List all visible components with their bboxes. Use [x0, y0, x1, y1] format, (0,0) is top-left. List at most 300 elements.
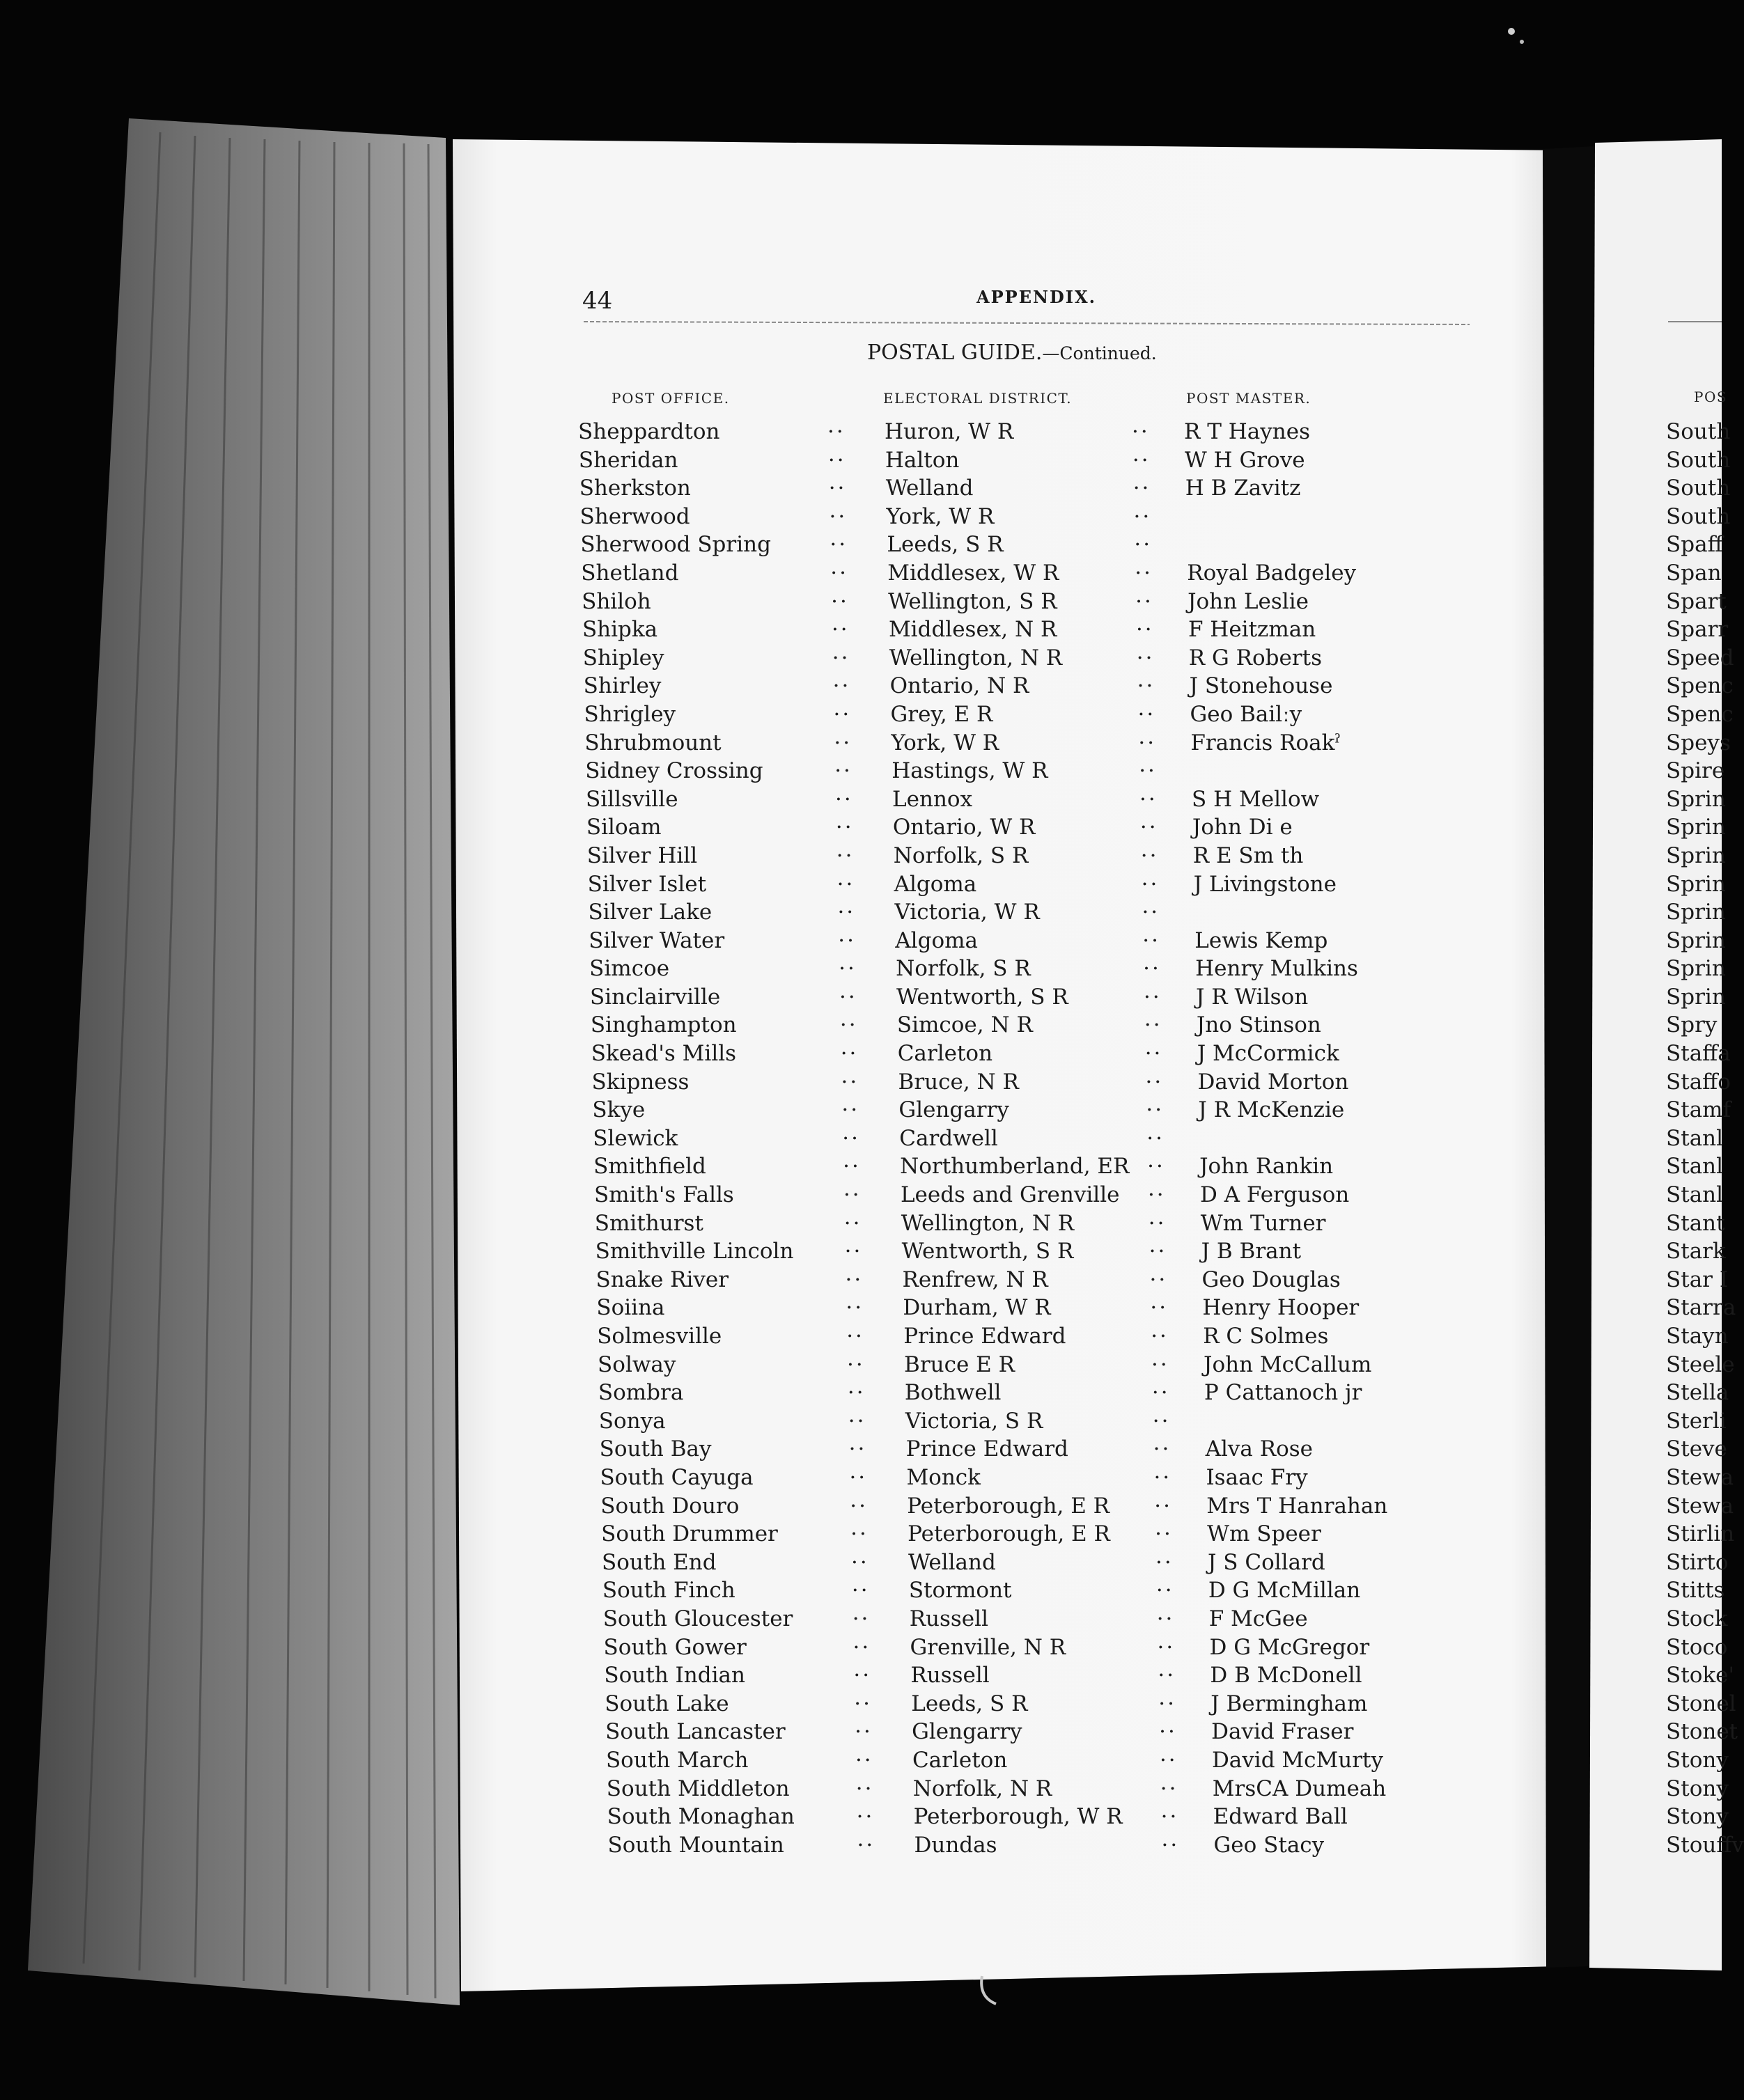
post-office-cell: Solway — [598, 1351, 676, 1377]
post-master-cell: H B Zavitz — [1185, 476, 1301, 501]
leader-dots: ·· — [853, 1663, 872, 1688]
right-page-entry: Stirlin — [1666, 1521, 1735, 1547]
leader-dots: ·· — [846, 1295, 864, 1321]
post-office-cell: Shirley — [583, 673, 662, 699]
electoral-district-cell: Grenville, N R — [910, 1634, 1066, 1660]
table-row — [595, 1209, 1451, 1238]
post-master-cell: D B McDonell — [1210, 1663, 1362, 1688]
post-office-cell: Shetland — [581, 560, 679, 586]
table-row — [595, 1237, 1452, 1266]
table-row — [581, 559, 1438, 588]
right-page-entry: Stanl — [1666, 1182, 1724, 1208]
post-office-cell: Silver Hill — [586, 843, 698, 868]
post-office-cell: Smith's Falls — [593, 1182, 734, 1208]
post-master-cell: J Bermingham — [1210, 1691, 1368, 1716]
electoral-district-cell: Dundas — [914, 1832, 997, 1858]
right-page-entry: South — [1666, 447, 1731, 473]
page-number: 44 — [582, 287, 613, 315]
table-row — [602, 1549, 1458, 1577]
leader-dots: ·· — [828, 476, 847, 501]
post-office-cell: Sonya — [598, 1408, 666, 1434]
right-page-entry: Span — [1666, 560, 1722, 586]
leader-dots: ·· — [838, 927, 857, 953]
right-page-entry: Spenc — [1666, 701, 1734, 727]
table-row — [589, 927, 1445, 955]
leader-dots: ·· — [843, 1154, 861, 1180]
post-master-cell: Geo Bailːy — [1190, 701, 1302, 727]
right-page-entry: Sparr — [1666, 617, 1729, 643]
electoral-district-cell: Peterborough, E R — [907, 1493, 1110, 1519]
table-row — [593, 1152, 1450, 1181]
electoral-district-cell: Cardwell — [899, 1125, 998, 1151]
electoral-district-cell: Norfolk, S R — [896, 956, 1031, 982]
right-page-entry: Stirto — [1666, 1549, 1729, 1575]
electoral-district-cell: Carleton — [912, 1747, 1008, 1773]
post-master-cell: J B Brant — [1201, 1239, 1302, 1264]
right-page-entry: Sprin — [1666, 984, 1726, 1010]
post-office-cell: Shrubmount — [584, 730, 722, 755]
leader-dots: ·· — [1136, 645, 1155, 671]
leader-dots: ·· — [1152, 1408, 1171, 1434]
electoral-district-cell: Russell — [910, 1663, 990, 1688]
post-office-cell: Sherwood Spring — [580, 532, 771, 558]
post-master-cell: F McGee — [1208, 1606, 1308, 1631]
post-office-cell: Smithfield — [593, 1154, 706, 1180]
post-office-cell: Singhampton — [590, 1012, 737, 1038]
leader-dots: ·· — [839, 956, 857, 982]
leader-dots: ·· — [1140, 843, 1159, 868]
right-page-entry: Sprin — [1666, 956, 1726, 982]
right-page-entry: Spry — [1666, 1012, 1718, 1038]
postal-guide-table — [578, 418, 1435, 1859]
right-page-entry: Sprin — [1666, 871, 1726, 897]
right-page-entry: Stella — [1666, 1380, 1729, 1406]
leader-dots: ·· — [841, 1069, 859, 1095]
post-master-cell: Royal Badgeley — [1187, 560, 1357, 586]
post-office-cell: South Drummer — [601, 1521, 778, 1547]
post-office-cell: Snake River — [595, 1267, 729, 1292]
gutter-shadow — [1543, 146, 1595, 1968]
leader-dots: ·· — [839, 984, 857, 1010]
right-page-entry: Steele — [1666, 1351, 1735, 1377]
leader-dots: ·· — [1137, 701, 1156, 727]
electoral-district-cell: Russell — [909, 1606, 988, 1631]
table-row — [587, 842, 1444, 870]
leader-dots: ·· — [1144, 1012, 1162, 1038]
section-title-suffix: —Continued. — [1042, 343, 1157, 363]
table-row — [605, 1718, 1462, 1746]
right-page-entry: Steve — [1666, 1436, 1727, 1462]
post-office-cell: South Douro — [600, 1493, 740, 1519]
electoral-district-cell: Ontario, W R — [892, 815, 1036, 840]
table-row — [592, 1096, 1449, 1125]
electoral-district-cell: Leeds, S R — [887, 532, 1004, 558]
post-office-cell: Shipley — [582, 645, 664, 671]
post-master-cell: David Morton — [1197, 1069, 1349, 1095]
leader-dots: ·· — [1157, 1634, 1176, 1660]
post-office-cell: South Mountain — [607, 1832, 784, 1858]
electoral-district-cell: Middlesex, W R — [887, 560, 1059, 586]
post-master-cell: David McMurty — [1211, 1747, 1383, 1773]
table-row — [585, 757, 1442, 785]
post-office-cell: Sheridan — [578, 447, 678, 473]
right-page-entry: Stouffv — [1666, 1832, 1744, 1858]
electoral-district-cell: Northumberland, ER — [900, 1154, 1130, 1180]
right-page-entry: Starra — [1666, 1295, 1736, 1321]
electoral-district-cell: Peterborough, W R — [913, 1804, 1123, 1830]
table-row — [607, 1803, 1464, 1831]
table-row — [598, 1351, 1454, 1379]
leader-dots: ·· — [1144, 984, 1162, 1010]
right-page-entry: Stock — [1666, 1606, 1728, 1631]
leader-dots: ·· — [1160, 1804, 1179, 1830]
post-office-cell: Smithville Lincoln — [595, 1239, 794, 1264]
leader-dots: ·· — [1135, 617, 1154, 643]
electoral-district-cell: Prince Edward — [903, 1324, 1066, 1349]
post-office-cell: Sillsville — [586, 786, 678, 812]
post-master-cell: MrsCA Dumeah — [1212, 1776, 1387, 1801]
post-master-cell: Alva Rose — [1205, 1436, 1314, 1462]
post-master-cell: Mrs T Hanrahan — [1206, 1493, 1388, 1519]
table-row — [604, 1633, 1461, 1662]
right-page-entry: Stitts — [1666, 1578, 1725, 1604]
leader-dots: ·· — [1153, 1436, 1171, 1462]
leader-dots: ·· — [832, 645, 850, 671]
table-row — [600, 1464, 1456, 1492]
post-master-cell: J McCormick — [1197, 1041, 1339, 1067]
electoral-district-cell: Huron, W R — [885, 419, 1014, 444]
electoral-district-cell: Algoma — [895, 927, 978, 953]
post-master-cell: Edward Ball — [1213, 1804, 1348, 1830]
electoral-district-cell: York, W R — [886, 503, 995, 529]
table-row — [586, 813, 1443, 842]
leader-dots: ·· — [836, 843, 855, 868]
right-page-entry: Sprin — [1666, 900, 1726, 925]
right-page-entry: Spart — [1666, 588, 1727, 614]
leader-dots: ·· — [1158, 1691, 1176, 1716]
electoral-district-cell: Algoma — [894, 871, 977, 897]
leader-dots: ·· — [840, 1041, 859, 1067]
right-page-entry: Stewa — [1666, 1464, 1734, 1490]
leader-dots: ·· — [850, 1521, 869, 1547]
table-row — [590, 983, 1447, 1012]
leader-dots: ·· — [1134, 532, 1153, 558]
post-office-cell: Sherwood — [579, 503, 690, 529]
post-office-cell: Silver Islet — [587, 871, 707, 897]
leader-dots: ·· — [836, 871, 855, 897]
table-row — [600, 1492, 1457, 1521]
right-page-entry: Stony — [1666, 1776, 1729, 1801]
post-master-cell: D A Ferguson — [1199, 1182, 1350, 1208]
table-row — [583, 644, 1440, 673]
electoral-district-cell: Grey, E R — [890, 701, 993, 727]
table-row — [601, 1520, 1458, 1549]
leader-dots: ·· — [839, 1012, 858, 1038]
post-office-cell: Skye — [592, 1097, 646, 1123]
post-office-cell: South March — [605, 1747, 749, 1773]
post-office-cell: South Gloucester — [602, 1606, 793, 1631]
electoral-district-cell: Bruce, N R — [898, 1069, 1019, 1095]
leader-dots: ·· — [830, 560, 848, 586]
table-row — [603, 1605, 1460, 1633]
leader-dots: ·· — [1155, 1521, 1173, 1547]
right-page-entry: Stant — [1666, 1210, 1725, 1236]
leader-dots: ·· — [834, 730, 852, 755]
leader-dots: ·· — [1151, 1380, 1170, 1406]
section-title-main: POSTAL GUIDE. — [867, 340, 1043, 365]
leader-dots: ·· — [1139, 758, 1157, 784]
leader-dots: ·· — [854, 1691, 872, 1716]
electoral-district-cell: Stormont — [908, 1578, 1012, 1604]
leader-dots: ·· — [1145, 1069, 1164, 1095]
post-master-cell: P Cattanoch jr — [1204, 1380, 1362, 1406]
post-master-cell: J R Wilson — [1196, 984, 1309, 1010]
right-page-entry: Stanl — [1666, 1125, 1724, 1151]
post-master-cell: F Heitzman — [1188, 617, 1316, 643]
leader-dots: ·· — [851, 1578, 870, 1604]
column-header-post-master: POST MASTER. — [1186, 390, 1311, 407]
leader-dots: ·· — [1138, 730, 1157, 755]
electoral-district-cell: Durham, W R — [903, 1295, 1051, 1321]
post-office-cell: Shiloh — [582, 588, 651, 614]
leader-dots: ·· — [829, 503, 848, 529]
leader-dots: ·· — [849, 1464, 868, 1490]
post-office-cell: Skipness — [591, 1069, 690, 1095]
table-row — [608, 1831, 1465, 1860]
post-master-cell: W H Grove — [1184, 447, 1305, 473]
electoral-district-cell: Welland — [885, 476, 974, 501]
leader-dots: ·· — [841, 1097, 860, 1123]
post-master-cell: Isaac Fry — [1206, 1464, 1308, 1490]
right-page-entry: Stark — [1666, 1239, 1726, 1264]
post-office-cell: Shrigley — [584, 701, 676, 727]
table-row — [604, 1661, 1461, 1690]
table-row — [584, 729, 1441, 758]
table-row — [588, 870, 1445, 899]
leader-dots: ·· — [851, 1549, 869, 1575]
leader-dots: ·· — [1148, 1210, 1167, 1236]
leader-dots: ·· — [1151, 1351, 1169, 1377]
right-page-entry: South — [1666, 503, 1731, 529]
electoral-district-cell: Ontario, N R — [889, 673, 1029, 699]
table-row — [596, 1294, 1453, 1322]
post-office-cell: Siloam — [586, 815, 662, 840]
right-page-entry: Sterli — [1666, 1408, 1727, 1434]
leader-dots: ·· — [1147, 1154, 1165, 1180]
post-master-cell: Wm Speer — [1207, 1521, 1321, 1547]
leader-dots: ·· — [1154, 1493, 1173, 1519]
right-page-entry: Sprin — [1666, 843, 1726, 868]
electoral-district-cell: Middlesex, N R — [888, 617, 1057, 643]
right-page-entry: Stonet — [1666, 1719, 1738, 1745]
right-page-entry: Stoke' — [1666, 1663, 1735, 1688]
post-master-cell: D G McMillan — [1208, 1578, 1361, 1604]
table-row — [591, 1011, 1447, 1040]
post-master-cell: Henry Hooper — [1202, 1295, 1360, 1321]
post-master-cell: John Rankin — [1199, 1154, 1334, 1180]
post-office-cell: Sherkston — [579, 476, 691, 501]
leader-dots: ·· — [1155, 1578, 1174, 1604]
leader-dots: ·· — [1158, 1663, 1176, 1688]
post-office-cell: Skead's Mills — [591, 1041, 737, 1067]
table-row — [582, 616, 1439, 644]
leader-dots: ·· — [835, 815, 854, 840]
table-row — [580, 531, 1437, 559]
right-page-entry: Stayn — [1666, 1324, 1729, 1349]
leader-dots: ·· — [1151, 1324, 1169, 1349]
post-office-cell: South Gower — [603, 1634, 747, 1660]
leader-dots: ·· — [1149, 1267, 1168, 1292]
post-master-cell: John Leslie — [1188, 588, 1309, 614]
table-row — [586, 785, 1442, 814]
leader-dots: ·· — [843, 1210, 862, 1236]
leader-dots: ·· — [834, 758, 852, 784]
right-page-entry: Speys — [1666, 730, 1731, 755]
right-page-entries — [1666, 418, 1744, 1859]
electoral-district-cell: Wellington, N R — [889, 645, 1063, 671]
leader-dots: ·· — [827, 419, 846, 444]
right-page-entry: Stony — [1666, 1804, 1729, 1830]
table-row — [607, 1775, 1463, 1803]
leader-dots: ·· — [1143, 956, 1161, 982]
right-page-entry: Sprin — [1666, 815, 1726, 840]
leader-dots: ·· — [1135, 588, 1153, 614]
post-office-cell: Sidney Crossing — [585, 758, 763, 784]
electoral-district-cell: Norfolk, S R — [893, 843, 1029, 868]
post-master-cell: Geo Douglas — [1201, 1267, 1341, 1292]
right-page-entry: Sprin — [1666, 786, 1726, 812]
leader-dots: ·· — [1161, 1832, 1180, 1858]
column-header-electoral-district: ELECTORAL DISTRICT. — [883, 390, 1073, 407]
post-office-cell: Shipka — [582, 617, 658, 643]
right-page-entry: Speed — [1666, 645, 1734, 671]
right-page-entry: Stony — [1666, 1747, 1729, 1773]
electoral-district-cell: Glengarry — [898, 1097, 1009, 1123]
table-row — [592, 1068, 1449, 1097]
electoral-district-cell: Wentworth, S R — [896, 984, 1068, 1010]
leader-dots: ·· — [1133, 503, 1152, 529]
leader-dots: ·· — [1155, 1549, 1174, 1575]
leader-dots: ·· — [1142, 927, 1161, 953]
leader-dots: ·· — [1146, 1125, 1165, 1151]
right-page-column-header: POS — [1694, 389, 1728, 405]
leader-dots: ·· — [1160, 1776, 1178, 1801]
post-office-cell: Smithurst — [594, 1210, 703, 1236]
post-master-cell: R C Solmes — [1203, 1324, 1329, 1349]
table-row — [598, 1379, 1455, 1407]
leader-dots: ·· — [1159, 1719, 1177, 1745]
leader-dots: ·· — [831, 588, 849, 614]
leader-dots: ·· — [855, 1747, 873, 1773]
table-row — [584, 700, 1441, 729]
leader-dots: ·· — [847, 1351, 865, 1377]
leader-dots: ·· — [1135, 560, 1153, 586]
post-office-cell: Simcoe — [589, 956, 670, 982]
electoral-district-cell: Norfolk, N R — [912, 1776, 1052, 1801]
post-office-cell: Sheppardton — [578, 419, 720, 444]
post-office-cell: South Cayuga — [600, 1464, 754, 1490]
electoral-district-cell: Monck — [906, 1464, 981, 1490]
right-page-entry: Stonel — [1666, 1691, 1736, 1716]
leader-dots: ·· — [855, 1776, 874, 1801]
leader-dots: ·· — [832, 673, 851, 699]
electoral-district-cell: Lennox — [892, 786, 973, 812]
post-office-cell: South Bay — [599, 1436, 712, 1462]
right-page-entry: South — [1666, 419, 1731, 444]
leader-dots: ·· — [1141, 871, 1160, 897]
right-page-entry: Spaff — [1666, 532, 1723, 558]
table-row — [582, 588, 1438, 616]
right-page-entry: Stamf — [1666, 1097, 1731, 1123]
leader-dots: ·· — [857, 1832, 875, 1858]
post-master-cell: Henry Mulkins — [1195, 956, 1358, 982]
section-title — [867, 340, 1157, 365]
table-row — [606, 1746, 1463, 1775]
right-page-entry: Spenc — [1666, 673, 1734, 699]
right-page-entry: Stewa — [1666, 1493, 1734, 1519]
post-master-cell: Francis Roakˀ — [1190, 730, 1341, 755]
post-master-cell: J R McKenzie — [1198, 1097, 1345, 1123]
table-row — [596, 1266, 1453, 1294]
post-master-cell: Lewis Kemp — [1194, 927, 1328, 953]
electoral-district-cell: Leeds and Grenville — [900, 1182, 1120, 1208]
electoral-district-cell: Renfrew, N R — [902, 1267, 1048, 1292]
table-row — [594, 1181, 1451, 1209]
electoral-district-cell: Simcoe, N R — [896, 1012, 1033, 1038]
leader-dots: ·· — [1146, 1097, 1165, 1123]
table-row — [589, 955, 1446, 983]
leader-dots: ·· — [1132, 419, 1150, 444]
post-office-cell: Solmesville — [597, 1324, 722, 1349]
post-office-cell: Silver Lake — [588, 900, 713, 925]
post-master-cell: John McCallum — [1204, 1351, 1372, 1377]
right-page-entry: South — [1666, 476, 1731, 501]
post-master-cell: Jno Stinson — [1196, 1012, 1321, 1038]
electoral-district-cell: Bruce E R — [904, 1351, 1015, 1377]
leader-dots: ·· — [848, 1436, 867, 1462]
electoral-district-cell: Halton — [885, 447, 960, 473]
leader-dots: ·· — [855, 1719, 873, 1745]
table-row — [600, 1435, 1456, 1464]
post-master-cell: J Stonehouse — [1189, 673, 1333, 699]
post-office-cell: Slewick — [593, 1125, 678, 1151]
table-row — [597, 1322, 1454, 1351]
post-office-cell: South Middleton — [606, 1776, 790, 1801]
leader-dots: ·· — [827, 447, 846, 473]
leader-dots: ·· — [1137, 673, 1155, 699]
post-master-cell: J Livingstone — [1193, 871, 1337, 897]
leader-dots: ·· — [833, 701, 852, 727]
leader-dots: ·· — [1147, 1182, 1166, 1208]
leader-dots: ·· — [1159, 1747, 1178, 1773]
leader-dots: ·· — [1156, 1606, 1175, 1631]
post-master-cell: R T Haynes — [1184, 419, 1310, 444]
post-master-cell: S H Mellow — [1192, 786, 1320, 812]
leader-dots: ·· — [1150, 1295, 1169, 1321]
leader-dots: ·· — [846, 1324, 864, 1349]
running-head: APPENDIX. — [976, 287, 1096, 307]
electoral-district-cell: Bothwell — [904, 1380, 1002, 1406]
post-office-cell: Silver Water — [589, 927, 725, 953]
electoral-district-cell: Carleton — [897, 1041, 993, 1067]
leader-dots: ·· — [1149, 1239, 1167, 1264]
post-office-cell: South Lancaster — [605, 1719, 786, 1745]
post-office-cell: Soiina — [596, 1295, 665, 1321]
post-office-cell: South Indian — [604, 1663, 745, 1688]
post-master-cell: Wm Turner — [1200, 1210, 1326, 1236]
electoral-district-cell: York, W R — [891, 730, 999, 755]
leader-dots: ·· — [1132, 476, 1151, 501]
